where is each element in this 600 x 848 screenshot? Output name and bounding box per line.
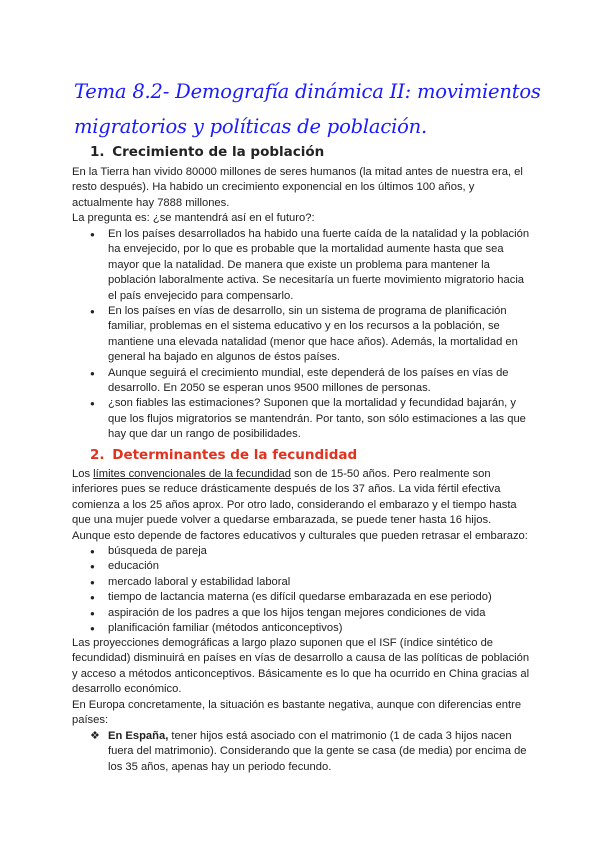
list-item: ● educación (90, 559, 530, 574)
text-line (72, 467, 532, 482)
section-2-paragraph-2 (72, 636, 532, 728)
text-line: mantiene una elevada natalidad (menor que hace años). Además, la mortalidad en (108, 335, 518, 348)
text-run: son de 15-50 años. Pero realmente son (290, 468, 491, 480)
text-line: Aunque esto depende de factores educativos y culturales que pueden retrasar el embarazo: (72, 529, 528, 542)
text-line: comienza a los 25 años aprox. Por otro lado, considerando el embarazo y el tiempo hasta (72, 498, 517, 511)
fertility-factors-list (90, 544, 530, 636)
section-1-title: Crecimiento de la población (112, 144, 325, 160)
section-2-title: Determinantes de la fecundidad (112, 447, 358, 463)
text-line: ● ¿son fiables las estimaciones? Suponen que la mortalidad y fecundidad bajarán, y (108, 397, 516, 410)
section-1-intro (72, 165, 532, 227)
text-line: ● En los países en vías de desarrollo, sin un sistema de programa de planificación (108, 305, 507, 318)
list-item-spain (90, 729, 530, 775)
text-line: el país envejecido para compensarlo. (108, 289, 294, 302)
list-item: ● planificación familiar (métodos anticonceptivos) (90, 621, 530, 636)
text-line: general ha bajado en algunos de éstos países. (108, 351, 341, 364)
list-item (90, 366, 530, 397)
text-line: ha envejecido, por lo que es probable que la mortalidad aumente hasta que sea (108, 243, 504, 256)
text-line: desarrollo económico. (72, 683, 182, 696)
list-item: ● tiempo de lactancia materna (es difícil quedarse embarazada en ese periodo) (90, 590, 530, 605)
document-title (74, 74, 544, 144)
diamond-bullet-icon: ❖ (90, 730, 100, 742)
list-item (90, 396, 530, 442)
text-line: población laboralmente activa. Se necesitaría un fuerte movimiento migratorio hacia (108, 274, 525, 287)
text-line: países: (72, 714, 109, 727)
section-1-number: 1. (90, 144, 105, 160)
list-item: ● aspiración de los padres a que los hijos tengan mejores condiciones de vida (90, 606, 530, 621)
list-item (90, 227, 530, 304)
text-line: ● Aunque seguirá el crecimiento mundial, este dependerá de los países en vías de (108, 366, 509, 379)
text-line: En la Tierra han vivido 80000 millones de seres humanos (la mitad antes de nuestra era, el (72, 166, 523, 178)
text-run: tener hijos está asociado con el matrimonio (1 de cada 3 hijos nacen (168, 730, 512, 742)
title-line-2: migratorios y políticas de población. (74, 115, 428, 138)
text-line: hay que dar un rango de posibilidades. (108, 428, 301, 441)
text-line: que una mujer puede volver a quedarse embarazada, se puede tener hasta 16 hijos. (72, 514, 492, 527)
text-line: desarrollo. En 2050 se esperan unos 9500 millones de personas. (108, 382, 431, 395)
country-list (90, 729, 530, 775)
section-2-number: 2. (90, 447, 105, 463)
text-line: y acceso a métodos anticonceptivos. Básicamente es lo que ha ocurrido en China gracias al (72, 667, 530, 680)
title-line-1: Tema 8.2- Demografía dinámica II: movimientos (74, 80, 541, 103)
text-line: que los flujos migratorios se mantendrán. Por tanto, son sólo estimaciones a las que (108, 412, 526, 425)
section-1-bullets (90, 227, 530, 443)
section-2-heading (90, 447, 357, 463)
text-line: En Europa concretamente, la situación es bastante negativa, aunque con diferencias entre (72, 698, 522, 711)
section-2-paragraph-1 (72, 467, 532, 544)
list-item (90, 304, 530, 366)
text-line: resto después). Ha habido un crecimiento exponencial en los últimos 100 años, y (72, 181, 475, 194)
text-line: actualmente hay 7888 millones. (72, 196, 230, 209)
text-line: inferiores pues se reduce drásticamente después de los 37 años. La vida fértil efectiva (72, 483, 501, 496)
text-line: fuera del matrimonio). Considerando que la gente se casa (de media) por encima de (108, 745, 527, 758)
underlined-term: límites convencionales de la fecundidad (93, 468, 291, 480)
text-line: fecundidad) disminuirá en países en vías de desarrollo a causa de las políticas de población (72, 652, 530, 665)
text-line: ● En los países desarrollados ha habido una fuerte caída de la natalidad y la población (108, 228, 530, 240)
text-line: los 35 años, apenas hay un periodo fecundo. (108, 760, 332, 773)
text-line (108, 729, 530, 744)
list-item: ● mercado laboral y estabilidad laboral (90, 575, 530, 590)
text-run: Los (72, 468, 94, 480)
text-line: familiar, problemas en el sistema educativo y en los recursos a la población, se (108, 320, 500, 333)
question-line: La pregunta es: ¿se mantendrá así en el futuro?: (72, 212, 315, 225)
text-line: mayor que la natalidad. De manera que existe un problema para mantener la (108, 258, 490, 271)
text-line: Las proyecciones demográficas a largo plazo suponen que el ISF (índice sintético de (72, 637, 494, 649)
list-item: ● búsqueda de pareja (90, 544, 530, 559)
bold-term: En España, (108, 730, 169, 742)
section-1-heading (90, 144, 324, 160)
